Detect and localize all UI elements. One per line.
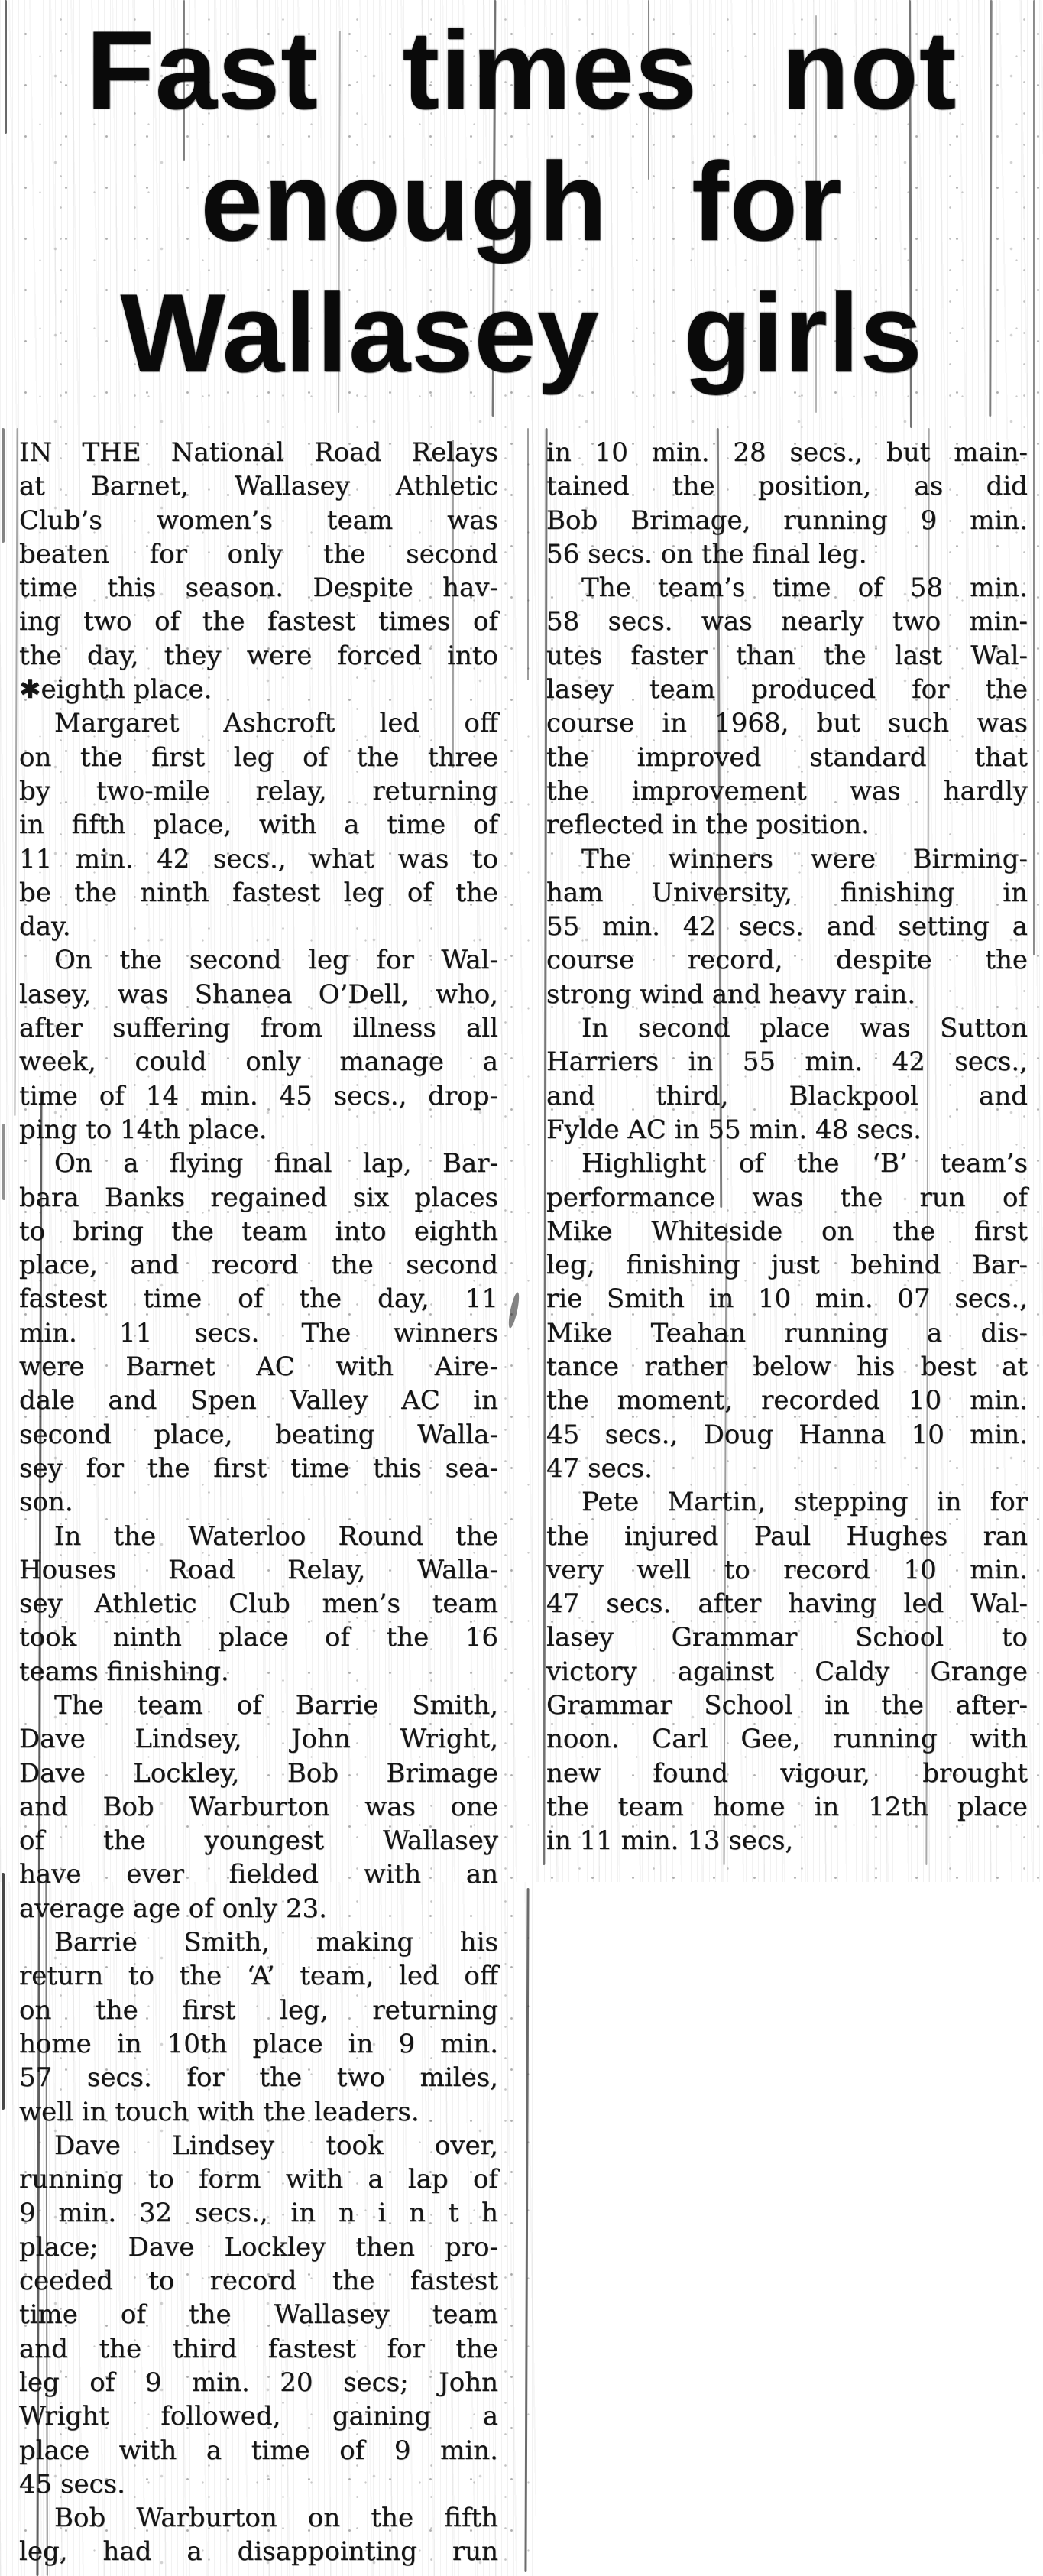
text-line: the improvement was hardly xyxy=(546,775,1028,806)
text-line: sey Athletic Club men’s team xyxy=(19,1588,498,1620)
text-line: the improved standard that xyxy=(546,741,1028,773)
text-line: second place, beating Walla- xyxy=(19,1419,498,1450)
text-line: in fifth place, with a time of xyxy=(19,809,498,841)
text-line: teams finishing. xyxy=(19,1656,229,1687)
paragraph xyxy=(19,1147,498,1519)
text-line: The winners were Birming- xyxy=(581,843,1028,874)
text-line: in 10 min. 28 secs., but main- xyxy=(546,437,1028,468)
text-line: day. xyxy=(19,911,71,942)
column-right xyxy=(546,436,1028,1857)
text-line: reflected in the position. xyxy=(546,809,870,841)
text-line: were Barnet AC with Aire- xyxy=(19,1351,498,1383)
text-line: On the second leg for Wal- xyxy=(54,945,498,976)
text-line: dale and Spen Valley AC in xyxy=(19,1385,498,1416)
text-line: of the youngest Wallasey xyxy=(19,1825,498,1857)
text-line: in 11 min. 13 secs, xyxy=(546,1825,794,1857)
text-line: the team home in 12th place xyxy=(546,1791,1028,1822)
text-line: Pete Martin, stepping in for xyxy=(581,1487,1028,1518)
paragraph xyxy=(19,1520,498,1689)
text-line: time of the Wallasey team xyxy=(19,2299,498,2331)
text-line: performance was the run of xyxy=(546,1182,1028,1213)
text-line: Dave Lockley, Bob Brimage xyxy=(19,1757,498,1789)
text-line: utes faster than the last Wal- xyxy=(546,640,1028,671)
text-line: place with a time of 9 min. xyxy=(19,2435,498,2466)
text-line: Dave Lindsey, John Wright, xyxy=(19,1724,498,1755)
text-line: Margaret Ashcroft led off xyxy=(54,708,498,739)
text-line: on the first leg of the three xyxy=(19,741,498,773)
text-line: 56 secs. on the final leg. xyxy=(546,538,867,569)
text-line: lasey, was Shanea O’Dell, who, xyxy=(19,978,498,1010)
text-line: course in 1968, but such was xyxy=(546,708,1028,739)
scan-streak xyxy=(2,428,5,543)
text-line: Houses Road Relay, Walla- xyxy=(19,1554,498,1585)
text-line: time of 14 min. 45 secs., drop- xyxy=(19,1080,498,1111)
headline-line-1: Fast times not xyxy=(86,8,957,132)
text-line: be the ninth fastest leg of the xyxy=(19,877,498,908)
text-line: course record, despite the xyxy=(546,945,1028,976)
text-line: IN THE National Road Relays xyxy=(19,437,498,468)
text-line: Barrie Smith, making his xyxy=(54,1927,498,1958)
text-line: On a flying final lap, Bar- xyxy=(54,1148,498,1179)
text-line: 57 secs. for the two miles, xyxy=(19,2062,498,2094)
text-line: to bring the team into eighth xyxy=(19,1215,498,1247)
text-line: leg, finishing just behind Bar- xyxy=(546,1250,1028,1281)
text-line: fastest time of the day, 11 xyxy=(19,1283,498,1315)
text-line: week, could only manage a xyxy=(19,1046,498,1078)
headline-line-2: enough for xyxy=(200,139,843,264)
text-line: new found vigour, brought xyxy=(546,1757,1028,1789)
text-line: ham University, finishing in xyxy=(546,877,1028,908)
paragraph xyxy=(546,1147,1028,1485)
text-line: place; Dave Lockley then pro- xyxy=(19,2231,498,2263)
text-line: In the Waterloo Round the xyxy=(54,1520,498,1552)
text-line: 45 secs., Doug Hanna 10 min. xyxy=(546,1419,1028,1450)
text-line: average age of only 23. xyxy=(19,1893,327,1924)
text-line: rie Smith in 10 min. 07 secs., xyxy=(546,1283,1028,1315)
paragraph xyxy=(19,2501,498,2569)
text-line: running to form with a lap of xyxy=(19,2164,498,2195)
text-line: son. xyxy=(19,1487,73,1518)
paragraph xyxy=(546,1011,1028,1147)
text-line: noon. Carl Gee, running with xyxy=(546,1724,1028,1755)
text-line: and the third fastest for the xyxy=(19,2333,498,2364)
text-line: Mike Teahan running a dis- xyxy=(546,1317,1028,1348)
text-line: the day, they were forced into xyxy=(19,640,498,671)
text-line: ing two of the fastest times of xyxy=(19,606,498,638)
text-line: victory against Caldy Grange xyxy=(546,1656,1028,1687)
text-line: well in touch with the leaders. xyxy=(19,2096,419,2127)
paragraph xyxy=(19,1926,498,2129)
text-line: time this season. Despite hav- xyxy=(19,573,498,604)
text-line: Wright followed, gaining a xyxy=(19,2401,498,2432)
text-line: on the first leg, returning xyxy=(19,1994,498,2026)
text-line: Club’s women’s team was xyxy=(19,504,498,536)
text-line: ceeded to record the fastest xyxy=(19,2266,498,2297)
paragraph xyxy=(546,571,1028,842)
text-line: Fylde AC in 55 min. 48 secs. xyxy=(546,1114,922,1145)
headline xyxy=(0,5,1043,399)
text-line: The team of Barrie Smith, xyxy=(54,1689,498,1721)
text-line: lasey Grammar School to xyxy=(546,1622,1028,1653)
text-line: bara Banks regained six places xyxy=(19,1182,498,1213)
text-line: 47 secs. xyxy=(546,1452,653,1484)
text-line: tance rather below his best at xyxy=(546,1351,1028,1383)
scan-streak xyxy=(2,1124,5,1200)
paragraph xyxy=(546,842,1028,1011)
text-line: took ninth place of the 16 xyxy=(19,1622,498,1653)
text-line: 55 min. 42 secs. and setting a xyxy=(546,911,1028,942)
text-line: The team’s time of 58 min. xyxy=(581,573,1028,604)
text-line: very well to record 10 min. xyxy=(546,1554,1028,1585)
text-line: strong wind and heavy rain. xyxy=(546,978,916,1010)
text-line: home in 10th place in 9 min. xyxy=(19,2028,498,2059)
text-line: Dave Lindsey took over, xyxy=(54,2130,498,2161)
text-line: 58 secs. was nearly two min- xyxy=(546,606,1028,638)
text-line: ping to 14th place. xyxy=(19,1114,267,1145)
scan-streak xyxy=(2,1873,5,2110)
text-line: lasey team produced for the xyxy=(546,674,1028,706)
text-line: and Bob Warburton was one xyxy=(19,1791,498,1822)
text-line: tained the position, as did xyxy=(546,471,1028,502)
text-line: In second place was Sutton xyxy=(581,1013,1028,1044)
text-line: return to the ‘A’ team, led off xyxy=(19,1961,498,1992)
text-line: ✱eighth place. xyxy=(19,674,212,706)
paragraph xyxy=(19,706,498,943)
text-line: 11 min. 42 secs., what was to xyxy=(19,843,498,874)
text-line: beaten for only the second xyxy=(19,538,498,569)
scan-streak xyxy=(527,428,529,680)
headline-line-3: Wallasey girls xyxy=(120,271,923,395)
text-line: and third, Blackpool and xyxy=(546,1080,1028,1111)
text-line: after suffering from illness all xyxy=(19,1013,498,1044)
paragraph xyxy=(19,436,498,706)
text-line: have ever fielded with an xyxy=(19,1859,498,1890)
text-line: Bob Brimage, running 9 min. xyxy=(546,504,1028,536)
text-line: by two-mile relay, returning xyxy=(19,775,498,806)
text-line: leg of 9 min. 20 secs; John xyxy=(19,2367,498,2398)
text-line: the injured Paul Hughes ran xyxy=(546,1520,1028,1552)
paragraph xyxy=(546,436,1028,571)
paragraph xyxy=(19,2129,498,2501)
text-line: the moment, recorded 10 min. xyxy=(546,1385,1028,1416)
paragraph xyxy=(19,1689,498,1926)
text-line: place, and record the second xyxy=(19,1250,498,1281)
text-line: Bob Warburton on the fifth xyxy=(54,2503,498,2534)
text-line: 47 secs. after having led Wal- xyxy=(546,1588,1028,1620)
column-left xyxy=(19,436,498,2569)
text-line: Mike Whiteside on the first xyxy=(546,1215,1028,1247)
text-line: 9 min. 32 secs., in n i n t h xyxy=(19,2198,498,2229)
text-line: leg, had a disappointing run xyxy=(19,2536,498,2568)
text-line: 45 secs. xyxy=(19,2468,125,2500)
text-line: sey for the first time this sea- xyxy=(19,1452,498,1484)
text-line: at Barnet, Wallasey Athletic xyxy=(19,471,498,502)
text-line: Grammar School in the after- xyxy=(546,1689,1028,1721)
text-line: Harriers in 55 min. 42 secs., xyxy=(546,1046,1028,1078)
text-line: min. 11 secs. The winners xyxy=(19,1317,498,1348)
paragraph xyxy=(546,1485,1028,1857)
paragraph xyxy=(19,943,498,1147)
text-line: Highlight of the ‘B’ team’s xyxy=(581,1148,1028,1179)
